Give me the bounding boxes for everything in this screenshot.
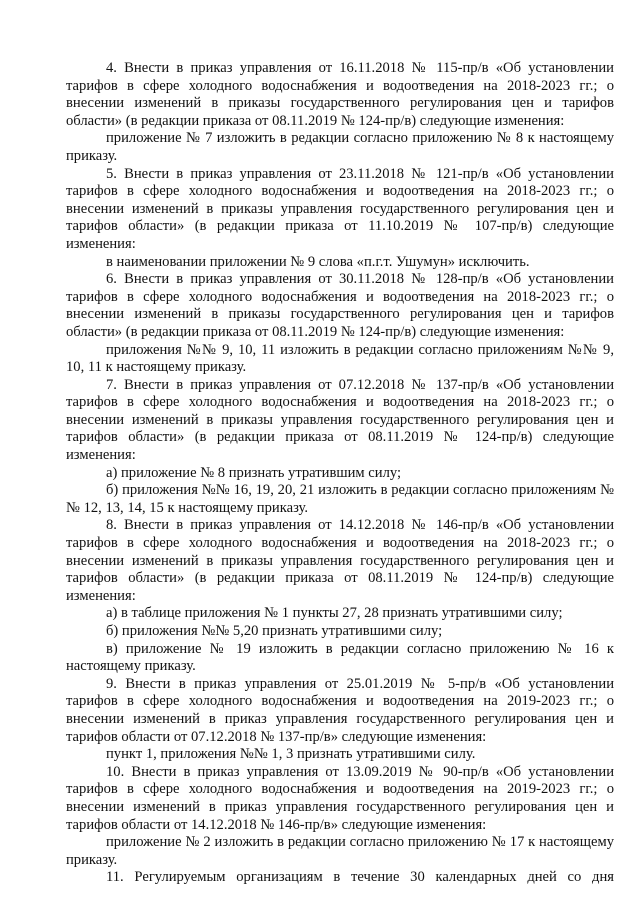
- paragraph-item-8-change-a: а) в таблице приложения № 1 пункты 27, 28 признать утратившими силу;: [106, 605, 563, 622]
- paragraph-item-5: 5. Внести в приказ управления от 23.11.2018 № 121-пр/в «Об установлении тарифов в сфере холодного водоснабжения и водоотведения на 2018-2023 гг.; о внесении изменений в приказы управления государственного регулирования цен и тарифов области» (в редакции приказа от 11.10.2019 № 107-пр/в) следующие изменения:: [66, 165, 614, 252]
- paragraph-item-6: 6. Внести в приказ управления от 30.11.2018 № 128-пр/в «Об установлении тарифов в сфере холодного водоснабжения и водоотведения на 2018-2023 гг.; о внесении изменений в приказы государственного регулирования цен и тарифов области» (в редакции приказа от 08.11.2019 № 124-пр/в) следующие изменения:: [66, 271, 614, 340]
- paragraph-item-5-change: в наименовании приложении № 9 слова «п.г.т. Ушумун» исключить.: [106, 253, 530, 270]
- document-body: [66, 60, 614, 887]
- paragraph-item-11: 11. Регулируемым организациям в течение 30 календарных дней со дня: [106, 869, 614, 886]
- paragraph-item-10: 10. Внести в приказ управления от 13.09.2019 № 90-пр/в «Об установлении тарифов в сфере холодного водоснабжения и водоотведения на 2019-2023 гг.; о внесении изменений в приказ управления государственного регулирования цен и тарифов области от 14.12.2018 № 146-пр/в» следующие изменения:: [66, 763, 614, 833]
- paragraph-item-7-change-a: а) приложение № 8 признать утратившим силу;: [106, 464, 402, 481]
- paragraph-item-9: 9. Внести в приказ управления от 25.01.2019 № 5-пр/в «Об установлении тарифов в сфере холодного водоснабжения и водоотведения на 2019-2023 гг.; о внесении изменений в приказ управления государственного регулирования цен и тарифов области от 07.12.2018 № 137-пр/в» следующие изменения:: [66, 675, 614, 745]
- paragraph-item-6-change: приложения №№ 9, 10, 11 изложить в редакции согласно приложениям №№ 9, 10, 11 к настоящему приказу.: [66, 341, 614, 376]
- paragraph-item-8-change-c: в) приложение № 19 изложить в редакции согласно приложению № 16 к настоящему приказу.: [66, 640, 614, 675]
- paragraph-item-8: 8. Внести в приказ управления от 14.12.2018 № 146-пр/в «Об установлении тарифов в сфере холодного водоснабжения и водоотведения на 2018-2023 гг.; о внесении изменений в приказы управления государственного регулирования цен и тарифов области» (в редакции приказа от 08.11.2019 № 124-пр/в) следующие изменения:: [66, 517, 614, 604]
- paragraph-item-10-change: приложение № 2 изложить в редакции согласно приложению № 17 к настоящему приказу.: [66, 834, 614, 868]
- paragraph-item-4-change: приложение № 7 изложить в редакции согласно приложению № 8 к настоящему приказу.: [66, 130, 614, 164]
- paragraph-item-7: 7. Внести в приказ управления от 07.12.2018 № 137-пр/в «Об установлении тарифов в сфере холодного водоснабжения и водоотведения на 2018-2023 гг.; о внесении изменений в приказы управления государственного регулирования цен и тарифов области» (в редакции приказа от 08.11.2019 № 124-пр/в) следующие изменения:: [66, 376, 614, 464]
- paragraph-item-7-change-b: б) приложения №№ 16, 19, 20, 21 изложить в редакции согласно приложениям №№ 12, 13, 14, 15 к настоящему приказу.: [66, 482, 614, 516]
- paragraph-item-9-change: пункт 1, приложения №№ 1, 3 признать утратившими силу.: [106, 746, 476, 763]
- paragraph-item-8-change-b: б) приложения №№ 5,20 признать утратившими силу;: [106, 623, 443, 639]
- paragraph-item-4: 4. Внести в приказ управления от 16.11.2018 № 115-пр/в «Об установлении тарифов в сфере холодного водоснабжения и водоотведения на 2018-2023 гг.; о внесении изменений в приказы государственного регулирования цен и тарифов области» (в редакции приказа от 08.11.2019 № 124-пр/в) следующие изменения:: [66, 60, 614, 129]
